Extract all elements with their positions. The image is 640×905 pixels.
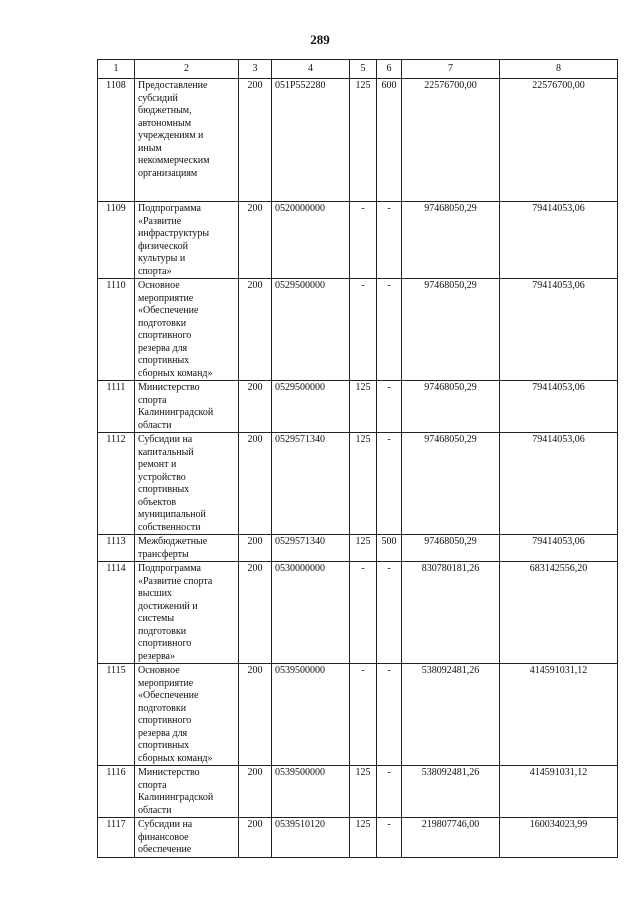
code-value: 0539510120 xyxy=(272,818,350,858)
col-3-value: 200 xyxy=(239,562,272,664)
code-value: 0530000000 xyxy=(272,562,350,664)
item-name xyxy=(135,433,239,535)
table-row xyxy=(98,664,618,766)
code-value: 0529571340 xyxy=(272,433,350,535)
header-col-2: 2 xyxy=(135,60,239,79)
amount-col-7: 97468050,29 xyxy=(402,381,500,433)
row-number: 1109 xyxy=(98,202,135,279)
code-value: 0539500000 xyxy=(272,664,350,766)
col-5-value: 125 xyxy=(350,818,377,858)
amount-col-7: 22576700,00 xyxy=(402,79,500,202)
item-name-text: Субсидии на капитальный ремонт и устройство спортивных объектов муниципальной собственности xyxy=(138,434,206,533)
row-number: 1113 xyxy=(98,535,135,562)
item-name xyxy=(135,279,239,381)
amount-col-7: 97468050,29 xyxy=(402,279,500,381)
col-3-value: 200 xyxy=(239,535,272,562)
table-row xyxy=(98,381,618,433)
item-name xyxy=(135,766,239,818)
amount-col-7: 97468050,29 xyxy=(402,433,500,535)
header-row xyxy=(98,60,618,79)
col-6-value: - xyxy=(377,664,402,766)
header-col-4: 4 xyxy=(272,60,350,79)
amount-col-7: 97468050,29 xyxy=(402,202,500,279)
row-number: 1115 xyxy=(98,664,135,766)
amount-col-7: 538092481,26 xyxy=(402,766,500,818)
table-row xyxy=(98,79,618,202)
item-name xyxy=(135,202,239,279)
code-value: 0529500000 xyxy=(272,381,350,433)
item-name-text: Подпрограмма «Развитие спорта высших достижений и системы подготовки спортивного резерва» xyxy=(138,563,213,662)
row-number: 1110 xyxy=(98,279,135,381)
item-name-text: Субсидии на финансовое обеспечение xyxy=(138,819,193,855)
col-3-value: 200 xyxy=(239,202,272,279)
table-row xyxy=(98,766,618,818)
col-5-value: 125 xyxy=(350,79,377,202)
col-6-value: - xyxy=(377,766,402,818)
table-row xyxy=(98,818,618,858)
amount-col-8: 414591031,12 xyxy=(500,766,618,818)
budget-table xyxy=(97,59,618,858)
item-name-text: Межбюджетные трансферты xyxy=(138,536,208,560)
col-3-value: 200 xyxy=(239,433,272,535)
col-3-value: 200 xyxy=(239,664,272,766)
code-value: 0520000000 xyxy=(272,202,350,279)
item-name xyxy=(135,535,239,562)
col-6-value: - xyxy=(377,562,402,664)
amount-col-8: 79414053,06 xyxy=(500,433,618,535)
col-3-value: 200 xyxy=(239,79,272,202)
col-5-value: 125 xyxy=(350,381,377,433)
amount-col-7: 830780181,26 xyxy=(402,562,500,664)
amount-col-8: 160034023,99 xyxy=(500,818,618,858)
row-number: 1111 xyxy=(98,381,135,433)
item-name-text: Министерство спорта Калининградской области xyxy=(138,767,214,816)
amount-col-8: 79414053,06 xyxy=(500,381,618,433)
col-6-value: 600 xyxy=(377,79,402,202)
item-name xyxy=(135,664,239,766)
item-name-text: Подпрограмма «Развитие инфраструктуры физической культуры и спорта» xyxy=(138,203,210,277)
amount-col-8: 79414053,06 xyxy=(500,279,618,381)
page-number: 289 xyxy=(310,32,330,47)
item-name xyxy=(135,562,239,664)
row-number: 1116 xyxy=(98,766,135,818)
row-number: 1108 xyxy=(98,79,135,202)
col-3-value: 200 xyxy=(239,818,272,858)
col-6-value: - xyxy=(377,818,402,858)
col-5-value: 125 xyxy=(350,766,377,818)
col-5-value: 125 xyxy=(350,535,377,562)
col-6-value: - xyxy=(377,433,402,535)
amount-col-8: 79414053,06 xyxy=(500,535,618,562)
col-6-value: - xyxy=(377,381,402,433)
header-col-6: 6 xyxy=(377,60,402,79)
header-col-1: 1 xyxy=(98,60,135,79)
table-row xyxy=(98,535,618,562)
col-3-value: 200 xyxy=(239,766,272,818)
col-6-value: - xyxy=(377,279,402,381)
table-row xyxy=(98,279,618,381)
table-body xyxy=(98,79,618,858)
header-col-8: 8 xyxy=(500,60,618,79)
amount-col-8: 22576700,00 xyxy=(500,79,618,202)
code-value: 0529500000 xyxy=(272,279,350,381)
table-row xyxy=(98,562,618,664)
amount-col-8: 79414053,06 xyxy=(500,202,618,279)
item-name xyxy=(135,79,239,202)
code-value: 0539500000 xyxy=(272,766,350,818)
col-5-value: - xyxy=(350,279,377,381)
col-3-value: 200 xyxy=(239,279,272,381)
amount-col-7: 538092481,26 xyxy=(402,664,500,766)
amount-col-7: 219807746,00 xyxy=(402,818,500,858)
col-3-value: 200 xyxy=(239,381,272,433)
item-name-text: Министерство спорта Калининградской области xyxy=(138,382,214,431)
code-value: 051P552280 xyxy=(272,79,350,202)
col-5-value: - xyxy=(350,202,377,279)
col-6-value: - xyxy=(377,202,402,279)
item-name-text: Основное мероприятие «Обеспечение подготовки спортивного резерва для спортивных сборных команд» xyxy=(138,665,213,764)
item-name-text: Предоставление субсидий бюджетным, автономным учреждениям и иным некоммерческим организациям xyxy=(138,80,210,179)
row-number: 1117 xyxy=(98,818,135,858)
table-row xyxy=(98,202,618,279)
col-5-value: - xyxy=(350,562,377,664)
col-5-value: 125 xyxy=(350,433,377,535)
item-name xyxy=(135,381,239,433)
row-number: 1114 xyxy=(98,562,135,664)
item-name-text: Основное мероприятие «Обеспечение подготовки спортивного резерва для спортивных сборных команд» xyxy=(138,280,213,379)
amount-col-8: 683142556,20 xyxy=(500,562,618,664)
code-value: 0529571340 xyxy=(272,535,350,562)
amount-col-7: 97468050,29 xyxy=(402,535,500,562)
row-number: 1112 xyxy=(98,433,135,535)
header-col-5: 5 xyxy=(350,60,377,79)
header-col-3: 3 xyxy=(239,60,272,79)
table-row xyxy=(98,433,618,535)
col-6-value: 500 xyxy=(377,535,402,562)
amount-col-8: 414591031,12 xyxy=(500,664,618,766)
item-name xyxy=(135,818,239,858)
header-col-7: 7 xyxy=(402,60,500,79)
col-5-value: - xyxy=(350,664,377,766)
